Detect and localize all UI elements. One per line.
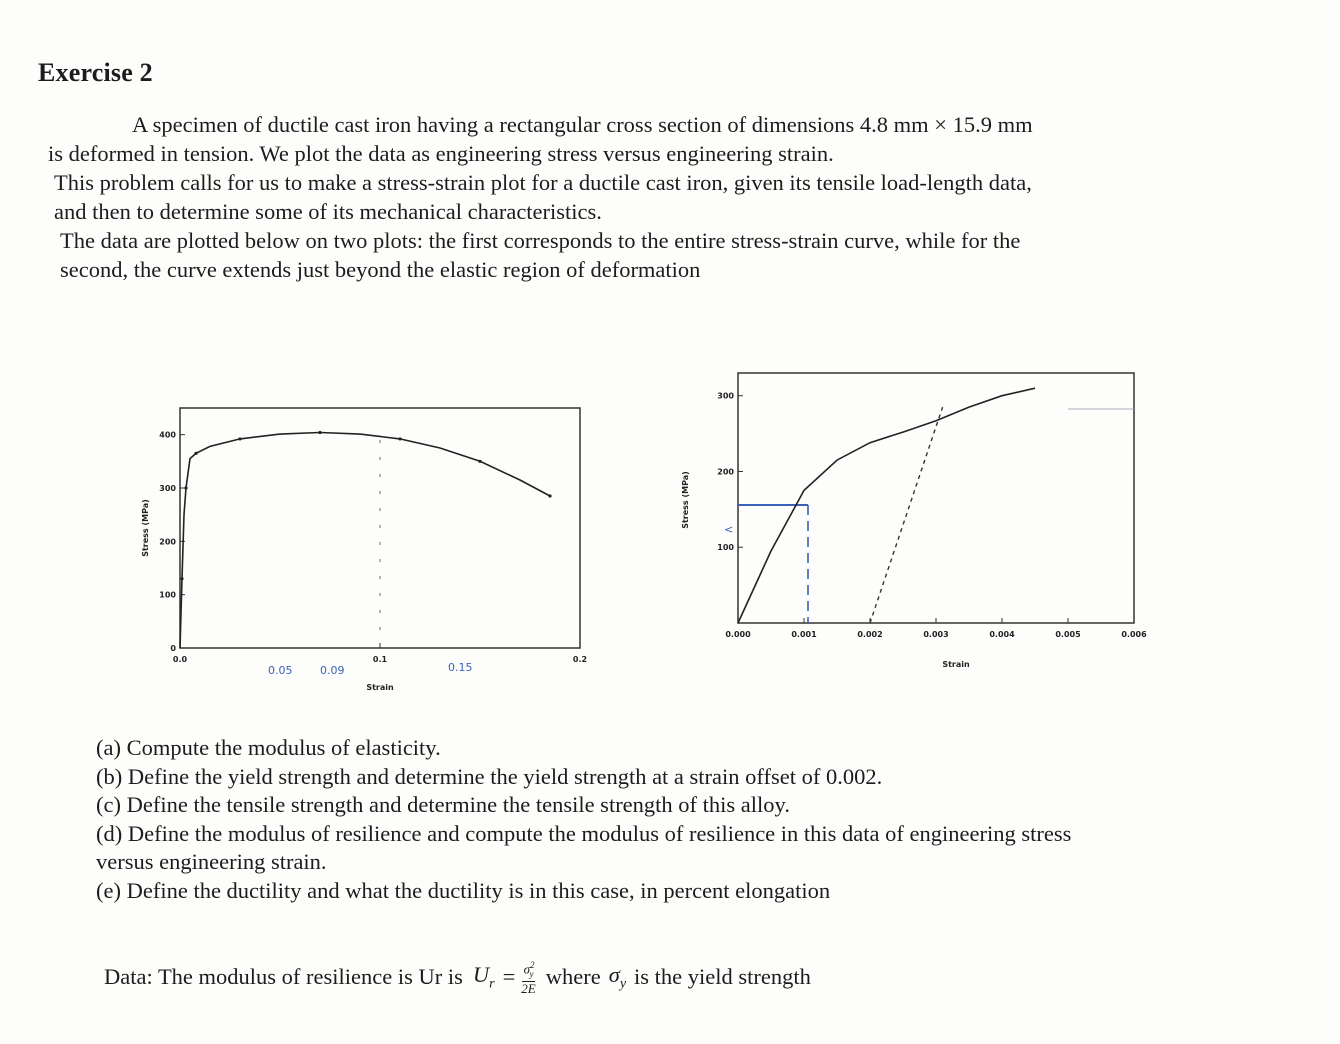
formula-denominator: 2E: [521, 980, 536, 996]
x-tick-label: 0.005: [1055, 630, 1081, 639]
intro-line: and then to determine some of its mechanical characteristics.: [54, 199, 602, 224]
formula-numerator-symbol: σ: [523, 961, 530, 977]
intro-line: second, the curve extends just beyond the elastic region of deformation: [60, 257, 701, 282]
formula-where: where: [545, 963, 601, 989]
question-b: (b) Define the yield strength and determine the yield strength at a strain offset of 0.002.: [96, 763, 883, 789]
resilience-formula: [104, 958, 811, 996]
stress-strain-full-plot: [130, 400, 610, 700]
formula-sigma-sub: y: [619, 976, 627, 992]
formula-prefix: Data: The modulus of resilience is Ur is: [104, 963, 463, 989]
y-axis-label: Stress (MPa): [141, 499, 150, 557]
formula-numerator-sup: 2: [529, 960, 535, 970]
x-tick-label: 0.0: [172, 655, 188, 664]
x-tick-label: 0.003: [923, 630, 949, 639]
intro-line: A specimen of ductile cast iron having a rectangular cross section of dimensions 4.8 mm × 15.9 mm: [132, 112, 1033, 137]
formula-fraction: [521, 958, 535, 996]
y-tick-label: 400: [159, 430, 176, 440]
formula-numerator-sub: y: [529, 968, 534, 979]
handwritten-note: 0.05: [268, 664, 293, 677]
data-point: [398, 437, 401, 440]
handwritten-note: 0.15: [448, 661, 473, 674]
handwritten-note: 0.09: [320, 664, 345, 677]
question-d: (d) Define the modulus of resilience and compute the modulus of resilience in this data of engineering stress: [96, 820, 1072, 846]
intro-paragraph: [48, 110, 1278, 284]
y-tick-label: 300: [159, 484, 176, 493]
stress-strain-elastic-svg: [680, 365, 1180, 685]
question-list: [96, 734, 1316, 905]
y-tick-label: 0: [170, 644, 176, 653]
stress-strain-curve: [180, 433, 550, 649]
data-point: [238, 437, 241, 440]
stress-strain-full-svg: [130, 400, 610, 700]
formula-lhs: [473, 962, 495, 993]
question-a: (a) Compute the modulus of elasticity.: [96, 735, 441, 760]
question-c: (c) Define the tensile strength and determine the tensile strength of this alloy.: [96, 792, 790, 817]
intro-line: This problem calls for us to make a stress-strain plot for a ductile cast iron, given its tensile load-length data,: [54, 170, 1032, 195]
x-tick-label: 0.006: [1121, 630, 1147, 639]
formula-sigma: [609, 962, 626, 993]
x-tick-label: 0.002: [857, 630, 883, 639]
data-point: [184, 486, 187, 489]
y-tick-label: 200: [159, 537, 176, 547]
x-tick-label: 0.004: [989, 630, 1015, 639]
y-tick-label: 100: [717, 543, 734, 553]
intro-line: The data are plotted below on two plots: the first corresponds to the entire stress-strain curve, while for the: [60, 228, 1021, 253]
data-point: [478, 460, 481, 463]
handwritten-marker: <: [724, 523, 734, 536]
data-point: [180, 577, 183, 580]
formula-lhs-symbol: U: [472, 961, 490, 987]
formula-equals: =: [502, 963, 516, 989]
x-axis-label: Strain: [942, 660, 970, 669]
formula-numerator: [522, 958, 536, 982]
data-point: [548, 494, 551, 497]
exercise-title: Exercise 2: [38, 58, 153, 87]
formula-sigma-symbol: σ: [608, 961, 620, 987]
x-tick-label: 0.2: [572, 655, 588, 664]
y-tick-label: 300: [717, 391, 734, 401]
plot-frame: [738, 373, 1134, 623]
intro-line: is deformed in tension. We plot the data as engineering stress versus engineering strain.: [48, 141, 834, 166]
x-tick-label: 0.1: [372, 655, 388, 664]
question-d-continued: versus engineering strain.: [96, 849, 327, 874]
question-e: (e) Define the ductility and what the ductility is in this case, in percent elongation: [96, 877, 831, 903]
formula-lhs-sub: r: [489, 976, 495, 992]
x-tick-label: 0.001: [791, 630, 817, 639]
y-tick-label: 200: [717, 467, 734, 477]
data-point: [194, 452, 197, 455]
stress-strain-elastic-plot: [680, 365, 1180, 685]
x-axis-label: Strain: [366, 683, 394, 692]
data-point: [318, 431, 321, 434]
y-tick-label: 100: [159, 590, 176, 600]
x-tick-label: 0.000: [725, 630, 751, 639]
y-axis-label: Stress (MPa): [681, 471, 690, 529]
formula-suffix: is the yield strength: [634, 963, 811, 989]
